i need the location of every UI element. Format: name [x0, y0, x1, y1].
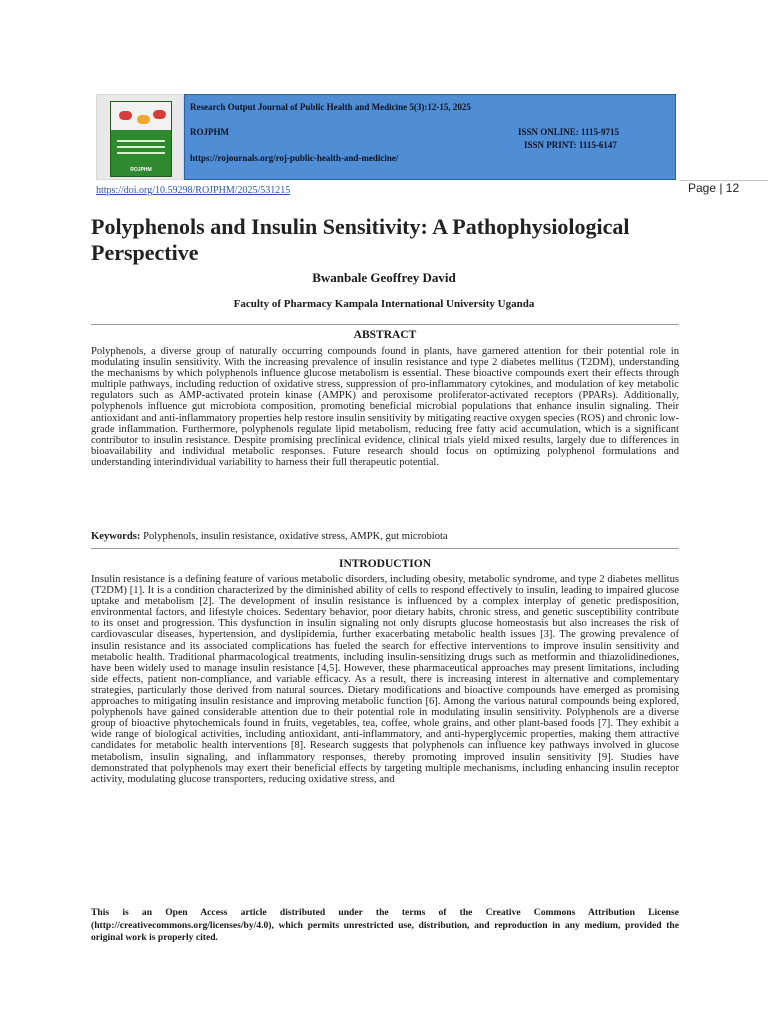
keywords-list: Polyphenols, insulin resistance, oxidative stress, AMPK, gut microbiota: [143, 531, 448, 542]
doi-link[interactable]: https://doi.org/10.59298/ROJPHM/2025/531215: [96, 185, 291, 196]
abstract-bottom-rule: [91, 548, 679, 549]
journal-acronym: ROJPHM: [190, 127, 229, 137]
abstract-heading: ABSTRACT: [353, 329, 417, 341]
journal-cover-image: [96, 94, 184, 180]
cover-pill-icon: [119, 111, 132, 120]
cover-pill-icon: [137, 115, 150, 124]
journal-title-line: Research Output Journal of Public Health and Medicine 5(3):12-15, 2025: [190, 102, 471, 112]
journal-banner: [184, 94, 676, 180]
cover-book-graphic: [110, 101, 172, 177]
license-notice: This is an Open Access article distributed under the terms of the Creative Commons Attribution License (http://creativecommons.org/licenses/by/4.0), which permits unrestricted use, distribution, and reproduction in any medium, provided the original work is properly cited.: [91, 907, 679, 943]
keywords-line: [91, 531, 448, 542]
journal-url[interactable]: https://rojournals.org/roj-public-health-and-medicine/: [190, 153, 399, 163]
introduction-text: Insulin resistance is a defining feature of various metabolic disorders, including obesity, metabolic syndrome, and type 2 diabetes mellitus (T2DM) [1]. It is a condition characterized by the diminished ability of cells to respond effectively to insulin, leading to impaired glucose uptake and metabolism [2]. The development of insulin resistance is influenced by a complex interplay of genetic predisposition, environmental factors, and lifestyle choices. Sedentary behavior, poor dietary habits, chronic stress, and genetic susceptibility contribute to its onset and progression. This dysfunction in insulin signaling not only disrupts glucose homeostasis but also increases the risk of cardiovascular diseases, hypertension, and dyslipidemia, further exacerbating metabolic health issues [3]. The growing prevalence of insulin resistance and its associated complications has fueled the search for effective interventions to improve insulin sensitivity and metabolic health. Traditional pharmacological treatments, including insulin-sensitizing drugs such as metformin and thiazolidinediones, have been widely used to manage insulin resistance [4,5]. However, these pharmaceutical approaches may present limitations, including side effects, patient non-compliance, and variable efficacy. As a result, there is increasing interest in alternative and complementary strategies, particularly those derived from natural sources. Dietary modifications and bioactive compounds have emerged as promising approaches to mitigating insulin resistance and improving metabolic function [6]. Among the various natural compounds being explored, polyphenols have gained considerable attention due to their potential role in modulating insulin sensitivity. Polyphenols are a diverse group of bioactive phytochemicals found in fruits, vegetables, tea, coffee, whole grains, and other plant-based foods [7]. They exhibit a wide range of biological activities, including antioxidant, anti-inflammatory, and anti-hyperglycemic properties, making them attractive candidates for metabolic health interventions [8]. Research suggests that polyphenols can influence key pathways involved in glucose metabolism, insulin signaling, and inflammatory responses, thereby promoting improved insulin sensitivity [9]. Studies have demonstrated that polyphenols may exert their beneficial effects by targeting multiple mechanisms, including enhancing insulin receptor activity, modulating glucose transporters, reducing oxidative stress, and: [91, 574, 679, 785]
abstract-text: Polyphenols, a diverse group of naturally occurring compounds found in plants, have garnered attention for their potential role in modulating insulin sensitivity. With the increasing prevalence of insulin resistance and type 2 diabetes mellitus (T2DM), understanding the mechanisms by which polyphenols influence glucose metabolism is essential. These bioactive compounds exert their effects through multiple pathways, including reduction of oxidative stress, suppression of pro-inflammatory cytokines, and modulation of key metabolic regulators such as AMP-activated protein kinase (AMPK) and peroxisome proliferator-activated receptors (PPARs). Additionally, polyphenols influence gut microbiota composition, promoting beneficial microbial populations that enhance insulin signaling. Their antioxidant and anti-inflammatory properties help restore insulin sensitivity by mitigating reactive oxygen species (ROS) and chronic low-grade inflammation. Furthermore, polyphenols regulate lipid metabolism, reducing free fatty acid accumulation, which is a significant contributor to insulin resistance. Despite promising preclinical evidence, clinical trials yield mixed results, largely due to differences in bioavailability and individual metabolic responses. Future research should focus on optimizing polyphenol formulations and understanding interindividual variability to harness their full therapeutic potential.: [91, 346, 679, 468]
cover-pill-icon: [153, 110, 166, 119]
cover-text-lines: [117, 140, 165, 162]
abstract-top-rule: [91, 324, 679, 325]
page-number: Page | 12: [688, 181, 740, 195]
author-name: Bwanbale Geoffrey David: [312, 270, 456, 285]
article-title: Polyphenols and Insulin Sensitivity: A Pathophysiological Perspective: [91, 214, 630, 265]
author-affiliation: Faculty of Pharmacy Kampala International University Uganda: [233, 298, 535, 310]
keywords-label: Keywords:: [91, 531, 141, 542]
issn-online: ISSN ONLINE: 1115-9715: [518, 127, 620, 137]
cover-label: ROJPHM: [130, 167, 152, 173]
issn-print: ISSN PRINT: 1115-6147: [524, 140, 617, 150]
introduction-heading: INTRODUCTION: [338, 558, 431, 570]
